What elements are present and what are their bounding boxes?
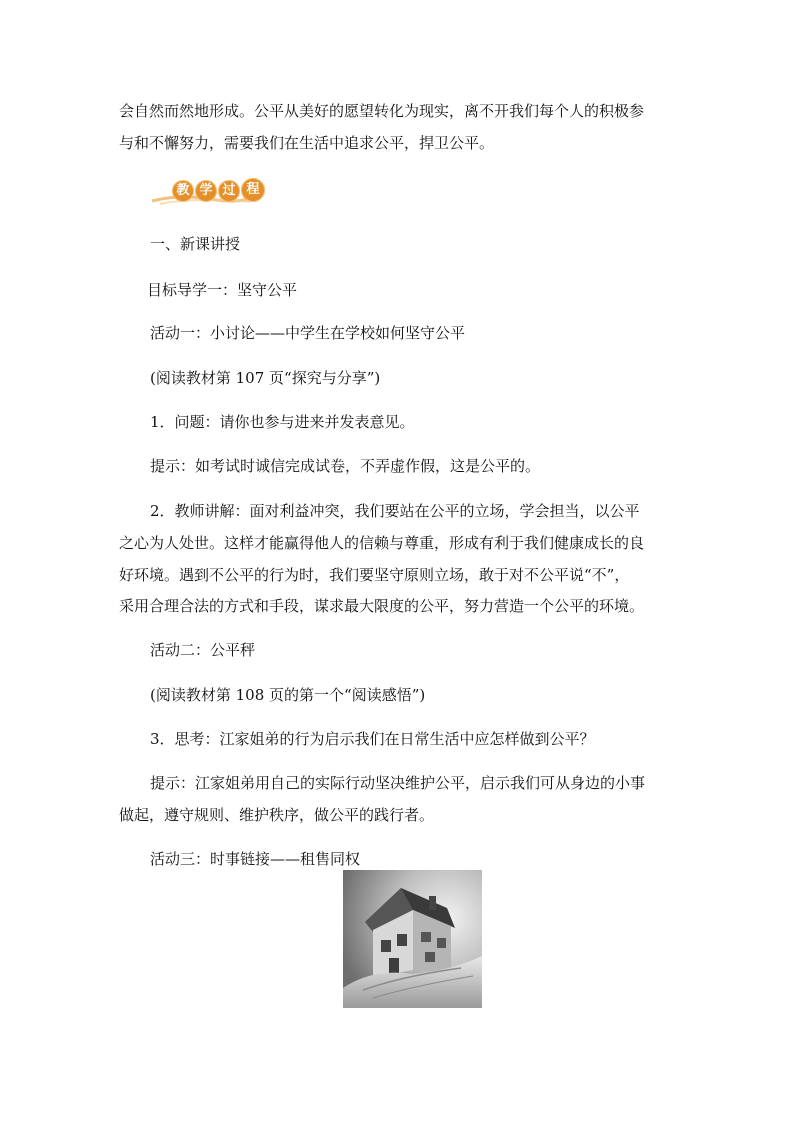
- intro-line-1: 会自然而然地形成。公平从美好的愿望转化为现实，离不开我们每个人的积极参: [119, 102, 645, 120]
- activity-2: 活动二：公平秤: [150, 641, 256, 659]
- hint-1: 提示：如考试时诚信完成试卷，不弄虚作假，这是公平的。: [150, 457, 541, 475]
- read-note-1: (阅读教材第 107 页“探究与分享”): [150, 369, 381, 387]
- question-1: 1．问题：请你也参与进来并发表意见。: [150, 413, 415, 431]
- teacher-explain-line-2: 之心为人处世。这样才能赢得他人的信赖与尊重，形成有利于我们健康成长的良: [119, 534, 645, 552]
- activity-1: 活动一：小讨论——中学生在学校如何坚守公平: [150, 324, 466, 342]
- activity-3: 活动三：时事链接——租售同权: [150, 850, 361, 868]
- badge-char-4: 程: [241, 178, 265, 202]
- hint-3-line-1: 提示：江家姐弟用自己的实际行动坚决维护公平，启示我们可从身边的小事: [150, 774, 646, 792]
- house-in-hand-illustration: [343, 870, 482, 1008]
- question-3: 3．思考：江家姐弟的行为启示我们在日常生活中应怎样做到公平？: [150, 730, 595, 748]
- badge-char-3: 过: [218, 180, 240, 202]
- teacher-explain-line-4: 采用合理合法的方式和手段，谋求最大限度的公平，努力营造一个公平的环境。: [119, 597, 645, 615]
- badge-char-1: 教: [172, 180, 194, 202]
- teacher-explain-line-3: 好环境。遇到不公平的行为时，我们要坚守原则立场，敢于对不公平说“不”，: [119, 566, 630, 584]
- heading-new-lesson: 一、新课讲授: [150, 235, 241, 253]
- goal-1: 目标导学一：坚守公平: [147, 281, 298, 299]
- read-note-2: (阅读教材第 108 页的第一个“阅读感悟”): [150, 686, 426, 704]
- section-badge: [150, 177, 258, 207]
- teacher-explain-line-1: 2．教师讲解：面对利益冲突，我们要站在公平的立场，学会担当，以公平: [150, 502, 640, 520]
- badge-char-2: 学: [195, 180, 217, 202]
- house-in-hand-photo: [343, 870, 482, 1008]
- hint-3-line-2: 做起，遵守规则、维护秩序，做公平的践行者。: [119, 806, 435, 824]
- intro-line-2: 与和不懈努力，需要我们在生活中追求公平，捍卫公平。: [119, 134, 495, 152]
